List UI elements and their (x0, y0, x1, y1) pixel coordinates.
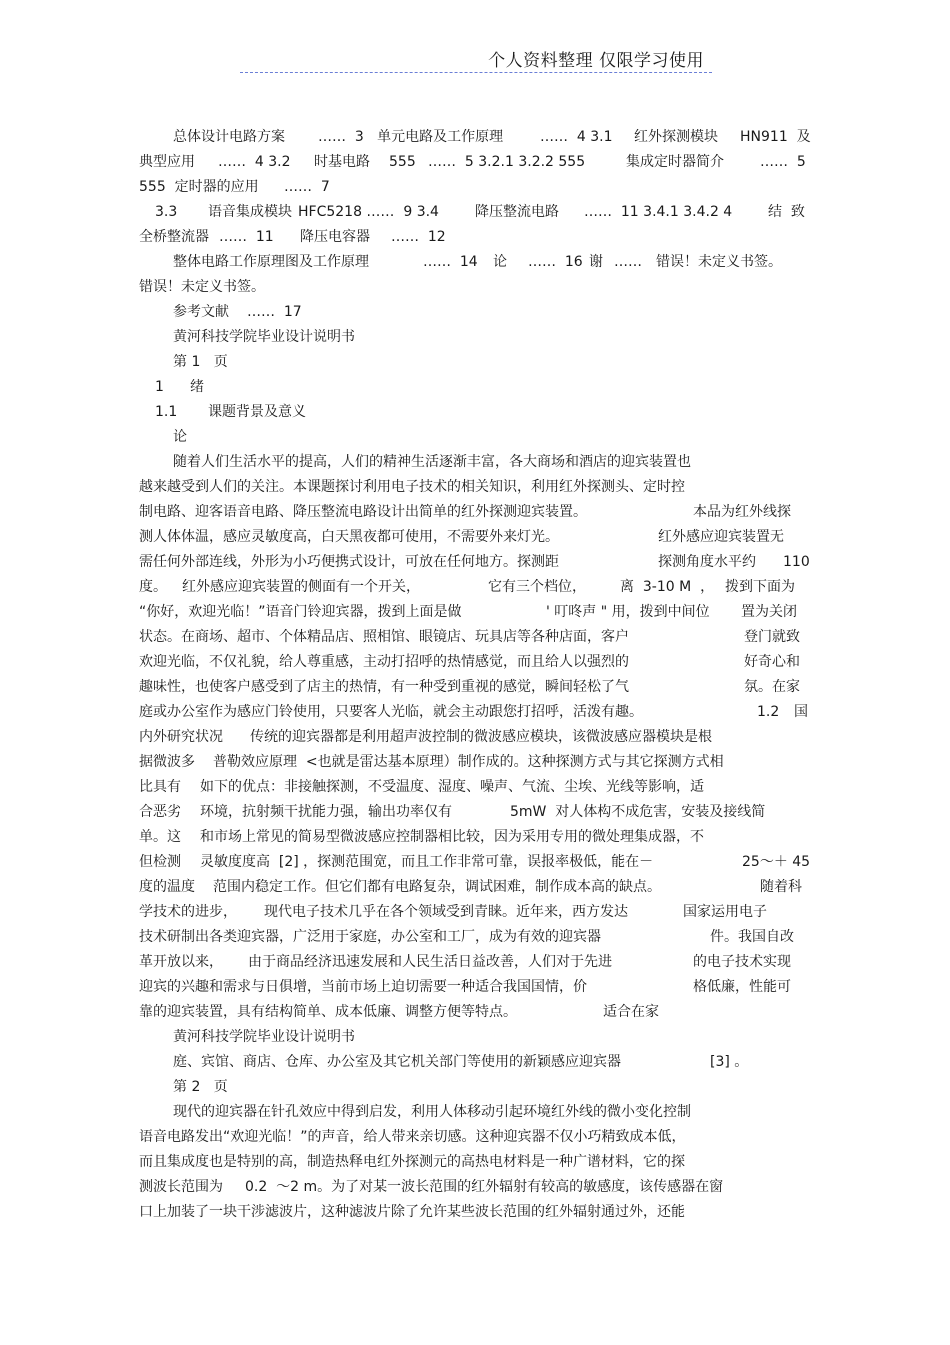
text-line-41-part-1: 语音电路发出“欢迎光临！”的声音，给人带来亲切感。这种迎宾器不仅小巧精致成本低， (139, 1129, 686, 1145)
text-line-30-part-1: 但检测 (139, 854, 181, 870)
text-line-32-part-2: 现代电子技术几乎在各个领域受到青睐。近年来，西方发达 (264, 904, 628, 920)
text-line-4-part-2: 语音集成模块 (208, 204, 292, 220)
text-line-19-part-4: 离 3-10 M ， (620, 579, 715, 595)
text-line-33-part-2: 件。我国自改 (710, 929, 794, 945)
text-line-31-part-2: 范围内稳定工作。但它们都有电路复杂，调试困难，制作成本高的缺点。 (213, 879, 661, 895)
text-line-25-part-2: 传统的迎宾器都是利用超声波控制的微波感应模块，该微波感应器模块是根 (250, 729, 712, 745)
page-header (240, 44, 712, 73)
text-line-42-part-1: 而且集成度也是特别的高，制造热释电红外探测元的高热电材料是一种广谱材料，它的探 (139, 1154, 685, 1170)
text-line-4-part-6: 结 致 (768, 204, 805, 220)
text-line-10-part-1: 第 1 页 (173, 354, 228, 370)
text-line-11-part-2: 绪 (190, 379, 204, 395)
text-line-23-part-1: 趣味性，也使客户感受到了店主的热情，有一种受到重视的感觉，瞬间轻松了气 (139, 679, 629, 695)
text-line-40-part-1: 现代的迎宾器在针孔效应中得到启发，利用人体移动引起环境红外线的微小变化控制 (173, 1104, 691, 1120)
text-line-23-part-2: 氛。在家 (744, 679, 800, 695)
text-line-37-part-1: 黄河科技学院毕业设计说明书 (173, 1029, 355, 1045)
text-line-31-part-3: 随着科 (760, 879, 802, 895)
text-line-14-part-1: 随着人们生活水平的提高，人们的精神生活逐渐丰富，各大商场和酒店的迎宾装置也 (173, 454, 691, 470)
text-line-20-part-3: 置为关闭 (741, 604, 797, 620)
text-line-30-part-3: 25～＋ 45 (742, 854, 811, 870)
text-line-6-part-1: 整体电路工作原理图及工作原理 (173, 254, 369, 270)
text-line-38-part-1: 庭、宾馆、商店、仓库、办公室及其它机关部门等使用的新颖感应迎宾器 (173, 1054, 621, 1070)
text-line-24-part-3: 国 (794, 704, 808, 720)
text-line-19-part-3: 它有三个档位， (488, 579, 586, 595)
text-line-34-part-1: 革开放以来， (139, 954, 223, 970)
text-line-35-part-1: 迎宾的兴趣和需求与日俱增，当前市场上迫切需要一种适合我国国情，价 (139, 979, 587, 995)
text-line-16-part-2: 本品为红外线探 (693, 504, 791, 520)
text-line-17-part-1: 测人体体温，感应灵敏度高，白天黑夜都可使用，不需要外来灯光。 (139, 529, 559, 545)
text-line-5-part-2: …… 11 (219, 229, 274, 245)
text-line-6-part-4: …… 16 (528, 254, 583, 270)
text-line-19-part-5: 拨到下面为 (725, 579, 795, 595)
text-line-3-part-2: …… 7 (284, 179, 330, 195)
text-line-27-part-2: 如下的优点：非接触探测，不受温度、湿度、噪声、气流、尘埃、光线等影响，适 (200, 779, 704, 795)
text-line-24-part-1: 庭或办公室作为感应门铃使用，只要客人光临，就会主动跟您打招呼，活泼有趣。 (139, 704, 643, 720)
text-line-4-part-4: 降压整流电路 (475, 204, 559, 220)
text-line-26-part-1: 据微波多 (139, 754, 195, 770)
text-line-12-part-2: 课题背景及意义 (208, 404, 306, 420)
text-line-17-part-2: 红外感应迎宾装置无 (658, 529, 784, 545)
text-line-43-part-2: 0.2 ～2 m。为了对某一波长范围的红外辐射有较高的敏感度，该传感器在窗 (245, 1179, 724, 1195)
text-line-6-part-5: 谢 (589, 254, 603, 270)
text-line-43-part-1: 测波长范围为 (139, 1179, 223, 1195)
text-line-2-part-2: …… 4 3.2 (218, 154, 291, 170)
text-line-26-part-2: 普勒效应原理 <也就是雷达基本原理）制作成的。这种探测方式与其它探测方式相 (213, 754, 724, 770)
text-line-16-part-1: 制电路、迎客语音电路、降压整流电路设计出简单的红外探测迎宾装置。 (139, 504, 587, 520)
text-line-36-part-1: 靠的迎宾装置，具有结构简单、成本低廉、调整方便等特点。 (139, 1004, 517, 1020)
text-line-30-part-2: 灵敏度度高 [2] ，探测范围宽，而且工作非常可靠，误报率极低，能在－ (200, 854, 654, 870)
text-line-6-part-6: …… (614, 254, 642, 270)
text-line-2-part-7: …… 5 (760, 154, 806, 170)
text-line-38-part-2: [3] 。 (710, 1054, 749, 1070)
text-line-6-part-7: 错误！未定义书签。 (656, 254, 782, 270)
text-line-19-part-2: 红外感应迎宾装置的侧面有一个开关， (182, 579, 420, 595)
text-line-35-part-2: 格低廉，性能可 (693, 979, 791, 995)
text-line-31-part-1: 度的温度 (139, 879, 195, 895)
text-line-25-part-1: 内外研究状况 (139, 729, 223, 745)
text-line-7-part-1: 错误！未定义书签。 (139, 279, 265, 295)
text-line-21-part-2: 登门就致 (744, 629, 800, 645)
text-line-2-part-5: …… 5 3.2.1 3.2.2 555 (428, 154, 586, 170)
text-line-5-part-1: 全桥整流器 (139, 229, 209, 245)
text-line-29-part-2: 和市场上常见的简易型微波感应控制器相比较，因为采用专用的微处理集成器，不 (200, 829, 704, 845)
text-line-20-part-1: “你好，欢迎光临！”语音门铃迎宾器，拨到上面是做 (139, 604, 462, 620)
text-line-39-part-1: 第 2 页 (173, 1079, 228, 1095)
text-line-34-part-2: 由于商品经济迅速发展和人民生活日益改善，人们对于先进 (248, 954, 612, 970)
text-line-22-part-1: 欢迎光临，不仅礼貌，给人尊重感，主动打招呼的热情感觉，而且给人以强烈的 (139, 654, 629, 670)
text-line-19-part-1: 度。 (139, 579, 167, 595)
text-line-29-part-1: 单。这 (139, 829, 181, 845)
text-line-28-part-2: 环境，抗射频干扰能力强，输出功率仅有 (200, 804, 452, 820)
text-line-8-part-2: …… 17 (247, 304, 302, 320)
text-line-11-part-1: 1 (155, 379, 164, 395)
text-line-6-part-3: 论 (493, 254, 507, 270)
text-line-9-part-1: 黄河科技学院毕业设计说明书 (173, 329, 355, 345)
text-line-18-part-2: 探测角度水平约 (658, 554, 756, 570)
text-line-2-part-4: 555 (389, 154, 416, 170)
text-line-4-part-1: 3.3 (155, 204, 178, 220)
header-text: 个人资料整理 仅限学习使用 (488, 51, 704, 71)
text-line-44-part-1: 口上加装了一块干涉滤波片，这种滤波片除了允许某些波长范围的红外辐射通过外，还能 (139, 1204, 685, 1220)
text-line-12-part-1: 1.1 (155, 404, 178, 420)
text-line-4-part-3: HFC5218 …… 9 3.4 (298, 204, 439, 220)
text-line-22-part-2: 好奇心和 (744, 654, 800, 670)
text-line-20-part-2: ' 叮咚声 " 用，拨到中间位 (546, 604, 710, 620)
text-line-1-part-5: HN911 及 (740, 129, 811, 145)
text-line-2-part-1: 典型应用 (139, 154, 195, 170)
text-line-34-part-3: 的电子技术实现 (693, 954, 791, 970)
text-line-2-part-3: 时基电路 (314, 154, 370, 170)
text-line-5-part-4: …… 12 (391, 229, 446, 245)
text-line-32-part-1: 学技术的进步， (139, 904, 237, 920)
text-line-13-part-1: 论 (173, 429, 187, 445)
text-line-27-part-1: 比具有 (139, 779, 181, 795)
text-line-1-part-2: …… 3 单元电路及工作原理 (318, 129, 504, 145)
text-line-33-part-1: 技术研制出各类迎宾器，广泛用于家庭，办公室和工厂，成为有效的迎宾器 (139, 929, 601, 945)
text-line-15-part-1: 越来越受到人们的关注。本课题探讨利用电子技术的相关知识，利用红外探测头、定时控 (139, 479, 685, 495)
text-line-28-part-3: 5mW 对人体构不成危害，安装及接线简 (510, 804, 766, 820)
text-line-8-part-1: 参考文献 (173, 304, 229, 320)
text-line-5-part-3: 降压电容器 (300, 229, 370, 245)
text-line-1-part-4: 红外探测模块 (634, 129, 718, 145)
text-line-3-part-1: 555 定时器的应用 (139, 179, 259, 195)
text-line-1-part-3: …… 4 3.1 (540, 129, 613, 145)
text-line-4-part-5: …… 11 3.4.1 3.4.2 4 (584, 204, 733, 220)
text-line-28-part-1: 合恶劣 (139, 804, 181, 820)
text-line-36-part-2: 适合在家 (603, 1004, 659, 1020)
text-line-21-part-1: 状态。在商场、超市、个体精品店、照相馆、眼镜店、玩具店等各种店面，客户 (139, 629, 629, 645)
text-line-24-part-2: 1.2 (757, 704, 780, 720)
text-line-6-part-2: …… 14 (423, 254, 478, 270)
text-line-18-part-1: 需任何外部连线，外形为小巧便携式设计，可放在任何地方。探测距 (139, 554, 559, 570)
text-line-2-part-6: 集成定时器简介 (626, 154, 724, 170)
text-line-18-part-3: 110 (783, 554, 810, 570)
text-line-1-part-1: 总体设计电路方案 (173, 129, 285, 145)
text-line-32-part-3: 国家运用电子 (683, 904, 767, 920)
